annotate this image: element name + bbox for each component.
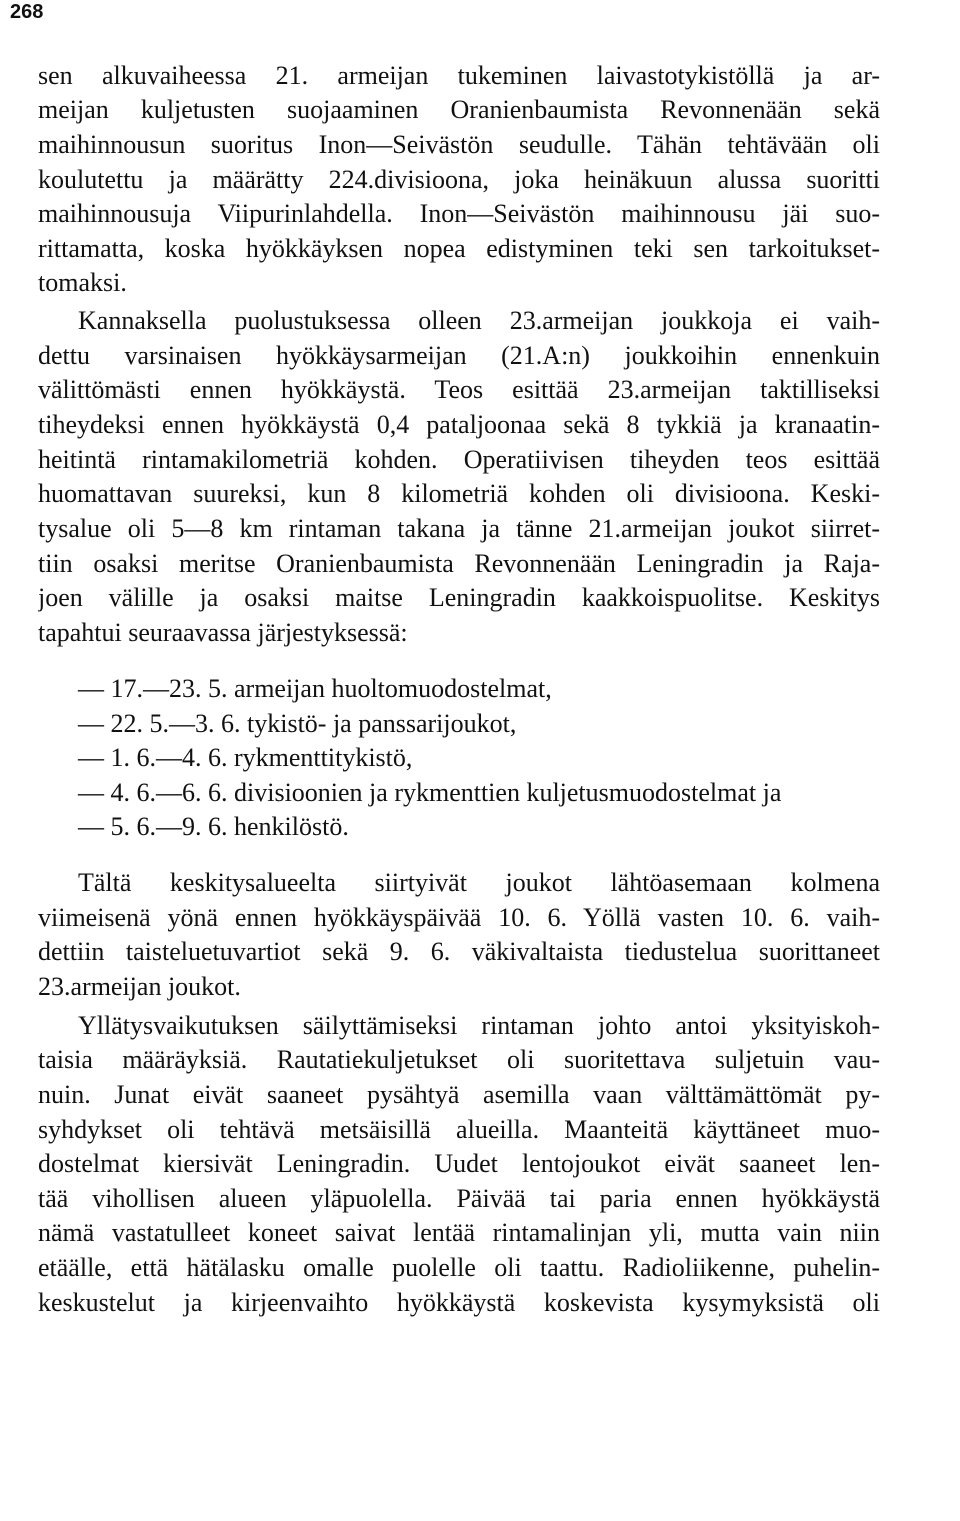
text-line: sen alkuvaiheessa 21. armeijan tukeminen laivastotykistöllä ja ar- (38, 61, 880, 90)
list-item: — 5. 6.—9. 6. henkilöstö. (78, 812, 349, 841)
text-line: tiin osaksi meritse Oranienbaumista Revonnenään Leningradin ja Raja- (38, 549, 880, 578)
text-line: rittamatta, koska hyökkäyksen nopea edistyminen teki sen tarkoitukset- (38, 234, 880, 263)
page-number: 268 (10, 1, 44, 23)
text-line: tää vihollisen alueen yläpuolella. Päivää tai paria ennen hyökkäystä (38, 1184, 880, 1213)
list-item: — 17.—23. 5. armeijan huoltomuodostelmat, (78, 674, 552, 703)
text-line: joen välille ja osaksi maitse Leningradin kaakkoispuolitse. Keskitys (38, 583, 880, 612)
text-line: tysalue oli 5—8 km rintaman takana ja tänne 21.armeijan joukot siirret- (38, 514, 880, 543)
text-line: tomaksi. (38, 268, 127, 297)
text-line: välittömästi ennen hyökkäystä. Teos esittää 23.armeijan taktilliseksi (38, 375, 880, 404)
text-line: Yllätysvaikutuksen säilyttämiseksi rintaman johto antoi yksityiskoh- (78, 1011, 880, 1040)
text-line: maihinnousun suoritus Inon—Seivästön seudulle. Tähän tehtävään oli (38, 130, 880, 159)
text-line: koulutettu ja määrätty 224.divisioona, joka heinäkuun alussa suoritti (38, 165, 880, 194)
text-line: etäälle, että hätälasku omalle puolelle oli taattu. Radioliikenne, puhelin- (38, 1253, 880, 1282)
text-line: tiheydeksi ennen hyökkäystä 0,4 pataljoonaa sekä 8 tykkiä ja kranaatin- (38, 410, 880, 439)
text-line: nämä vastatulleet koneet saivat lentää rintamalinjan yli, mutta vain niin (38, 1218, 880, 1247)
text-line: taisia määräyksiä. Rautatiekuljetukset oli suoritettava suljetuin vau- (38, 1045, 880, 1074)
text-line: dettiin taisteluetuvartiot sekä 9. 6. väkivaltaista tiedustelua suorittaneet (38, 937, 880, 966)
text-line: Kannaksella puolustuksessa olleen 23.armeijan joukkoja ei vaih- (78, 306, 880, 335)
text-line: tapahtui seuraavassa järjestyksessä: (38, 618, 408, 647)
text-line: heitintä rintamakilometriä kohden. Operatiivisen tiheyden teos esittää (38, 445, 880, 474)
text-line: maihinnousuja Viipurinlahdella. Inon—Seivästön maihinnousu jäi suo- (38, 199, 880, 228)
list-item: — 22. 5.—3. 6. tykistö- ja panssarijoukot, (78, 709, 517, 738)
text-line: nuin. Junat eivät saaneet pysähtyä asemilla vaan välttämättömät py- (38, 1080, 880, 1109)
list-item: — 1. 6.—4. 6. rykmenttitykistö, (78, 743, 413, 772)
text-line: dettu varsinaisen hyökkäysarmeijan (21.A:n) joukkoihin ennenkuin (38, 341, 880, 370)
text-line: dostelmat kiersivät Leningradin. Uudet lentojoukot eivät saaneet len- (38, 1149, 880, 1178)
text-line: huomattavan suureksi, kun 8 kilometriä kohden oli divisioona. Keski- (38, 479, 880, 508)
text-line: viimeisenä yönä ennen hyökkäyspäivää 10. 6. Yöllä vasten 10. 6. vaih- (38, 903, 880, 932)
list-item: — 4. 6.—6. 6. divisioonien ja rykmenttien kuljetusmuodostelmat ja (78, 778, 782, 807)
text-line: 23.armeijan joukot. (38, 972, 241, 1001)
text-line: keskustelut ja kirjeenvaihto hyökkäystä koskevista kysymyksistä oli (38, 1288, 880, 1317)
text-line: meijan kuljetusten suojaaminen Oranienbaumista Revonnenään sekä (38, 95, 880, 124)
text-line: syhdykset oli tehtävä metsäisillä alueilla. Maanteitä käyttäneet muo- (38, 1115, 880, 1144)
text-line: Tältä keskitysalueelta siirtyivät joukot lähtöasemaan kolmena (78, 868, 880, 897)
